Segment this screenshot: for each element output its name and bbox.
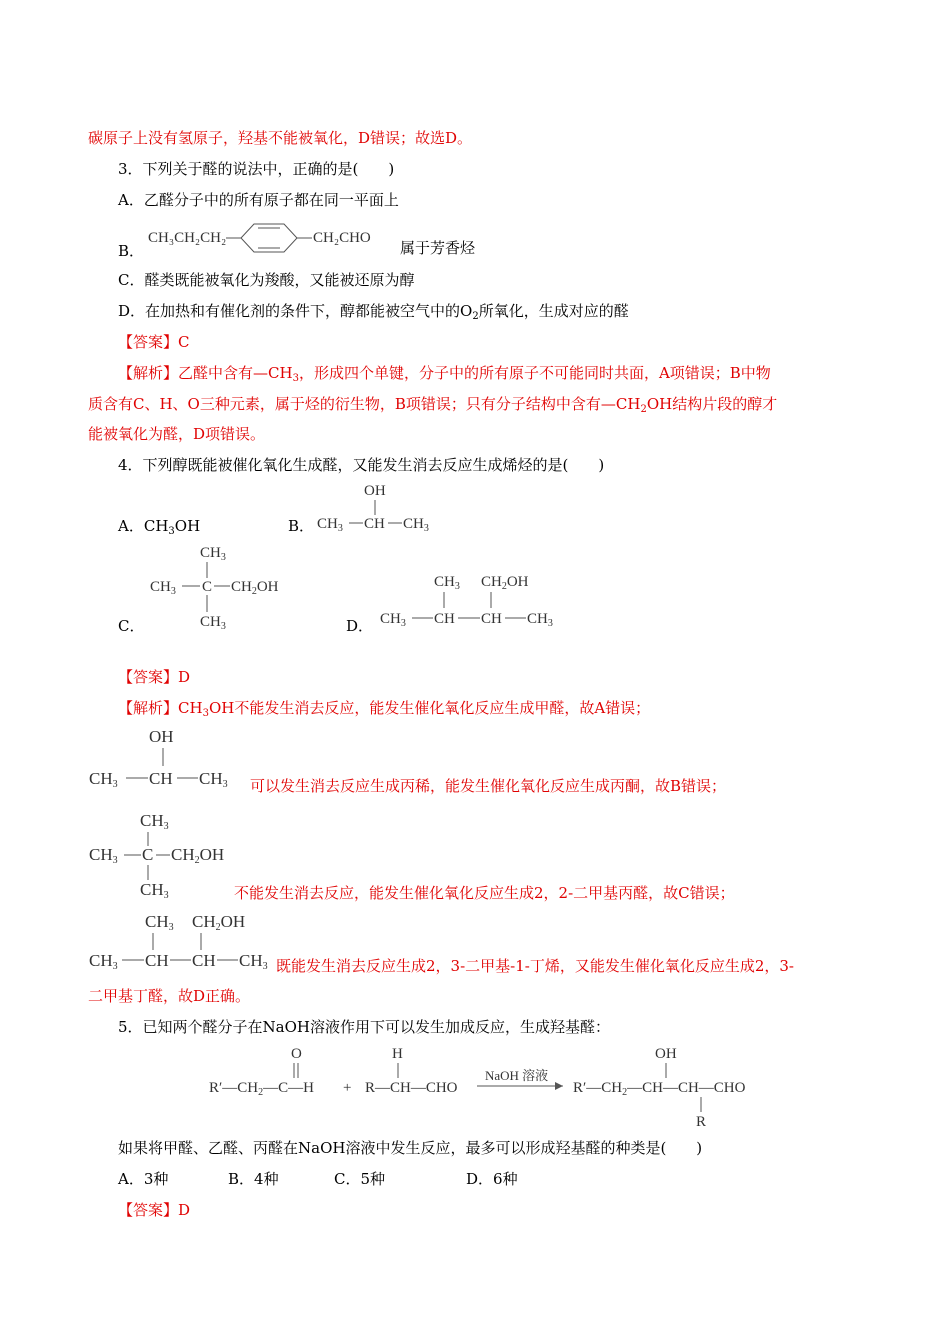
q3-option-d: D．在加热和有催化剂的条件下，醇都能被空气中的$O_2$所氧化，生成对应的醛 xyxy=(118,302,629,322)
svg-text:CH: CH xyxy=(145,951,169,970)
svg-text:CH: CH xyxy=(149,769,173,788)
q3-answer: 【答案】C xyxy=(118,333,190,351)
q4-option-a: A．$CH_3OH$ xyxy=(118,517,201,537)
svg-text:CH3: $CH_3$ xyxy=(317,516,343,534)
svg-text:CH3: $CH_3$ xyxy=(527,611,553,629)
svg-text:OH: OH xyxy=(655,1046,677,1062)
svg-text:OH: OH xyxy=(364,483,386,499)
q5-option-b: B．4种 xyxy=(228,1170,279,1188)
svg-text:CH3: CH3 xyxy=(199,769,228,790)
svg-text:R: R xyxy=(696,1114,707,1130)
svg-text:CH2OH: $CH_2OH$ xyxy=(481,574,529,592)
svg-text:CH3: CH3 xyxy=(89,845,118,866)
svg-text:C: C xyxy=(202,579,213,595)
q4-option-b-structure xyxy=(315,480,440,535)
svg-text:CH3: $CH_3$ xyxy=(200,545,226,563)
q4-analysis-d-structure xyxy=(86,908,282,974)
q5-option-a: A．3种 xyxy=(118,1170,169,1188)
q5-question: 如果将甲醛、乙醛、丙醛在NaOH溶液中发生反应，最多可以形成羟基醛的种类是( ) xyxy=(118,1139,703,1157)
svg-text:CH3: $CH_3$ xyxy=(403,516,429,534)
q4-analysis-d-text-2: 二甲基丁醛，故D正确。 xyxy=(88,987,251,1005)
svg-text:O: O xyxy=(291,1046,302,1062)
svg-text:CH: CH xyxy=(364,516,385,532)
q3-b-left-group: CH₃CH₂CH₂ xyxy=(148,230,227,246)
svg-text:CH2OH: CH2OH xyxy=(171,845,225,866)
svg-text:CH2OH: $CH_2OH$ xyxy=(231,579,279,597)
q4-analysis-c-text: 不能发生消去反应，能发生催化氧化反应生成2，2-二甲基丙醛，故C错误； xyxy=(234,884,735,902)
svg-text:CH3: CH3 xyxy=(89,951,118,972)
svg-text:+: + xyxy=(343,1080,352,1096)
q3-b-right-group: CH₂CHO xyxy=(313,230,371,246)
q3-option-b-label: B． xyxy=(118,242,145,260)
previous-analysis-tail: 碳原子上没有氢原子，羟基不能被氧化，D错误；故选D。 xyxy=(88,129,473,147)
q4-option-d-label: D． xyxy=(346,617,374,635)
svg-text:NaOH 溶液: NaOH 溶液 xyxy=(485,1068,549,1083)
svg-text:H: H xyxy=(392,1046,403,1062)
q3-stem: 3．下列关于醛的说法中，正确的是( ) xyxy=(118,160,395,178)
q5-answer: 【答案】D xyxy=(118,1201,191,1219)
svg-text:R′—CH2—CH—CH—CHO: $R'—CH_2—CH—CH—CHO$ xyxy=(573,1080,746,1098)
q3-analysis-line-3: 能被氧化为醛，D项错误。 xyxy=(88,425,266,443)
q3-option-a: A．乙醛分子中的所有原子都在同一平面上 xyxy=(118,191,399,209)
q4-option-b-label: B． xyxy=(288,517,315,535)
svg-text:CH3: $CH_3$ xyxy=(200,614,226,632)
svg-text:CH3: CH3 xyxy=(140,880,169,900)
q3-analysis-line-2: 质含有C、H、O三种元素，属于烃的衍生物，B项错误；只有分子结构中含有$—CH_2OH$结构片段的醇才 xyxy=(88,395,778,415)
svg-text:R′—CH2—C—H: $R'—CH_2—C—H$ xyxy=(209,1080,314,1098)
svg-text:CH3: $CH_3$ xyxy=(434,574,460,592)
svg-text:CH3: CH3 xyxy=(89,769,118,790)
svg-text:CH: CH xyxy=(434,611,455,627)
q4-stem: 4．下列醇既能被催化氧化生成醛，又能发生消去反应生成烯烃的是( ) xyxy=(118,456,605,474)
q3-option-b-suffix: 属于芳香烃 xyxy=(400,239,476,257)
q4-analysis-d-text-1: 既能发生消去反应生成2，3-二甲基-1-丁烯，又能发生催化氧化反应生成2，3- xyxy=(276,957,794,975)
q5-stem: 5．已知两个醛分子在NaOH溶液作用下可以发生加成反应，生成羟基醛： xyxy=(118,1018,610,1036)
q3-option-b-structure xyxy=(146,218,406,258)
q5-option-c: C．5种 xyxy=(334,1170,386,1188)
svg-text:C: C xyxy=(142,845,154,864)
q4-analysis-b-text: 可以发生消去反应生成丙稀，能发生催化氧化反应生成丙酮，故B错误； xyxy=(250,777,727,795)
svg-text:CH3: CH3 xyxy=(145,912,174,933)
q4-analysis-b-structure xyxy=(86,722,246,790)
q3-option-c: C．醛类既能被氧化为羧酸，又能被还原为醇 xyxy=(118,271,415,289)
q5-reaction-equation xyxy=(205,1042,785,1132)
q5-option-d: D．6种 xyxy=(466,1170,518,1188)
svg-text:OH: OH xyxy=(149,727,174,746)
svg-text:CH: CH xyxy=(192,951,216,970)
svg-text:CH3: $CH_3$ xyxy=(380,611,406,629)
q4-option-c-structure xyxy=(148,540,308,635)
q4-option-d-structure xyxy=(378,568,578,630)
q4-analysis-line-1: 【解析】$CH_3OH$不能发生消去反应，能发生催化氧化反应生成甲醛，故A错误； xyxy=(118,699,651,719)
q4-answer: 【答案】D xyxy=(118,668,191,686)
q3-analysis-line-1: 【解析】乙醛中含有$—CH_3$，形成四个单键，分子中的所有原子不可能同时共面，A项错误；B中物 xyxy=(118,364,771,384)
svg-text:CH2OH: CH2OH xyxy=(192,912,246,933)
q4-option-c-label: C． xyxy=(118,617,145,635)
svg-text:CH: CH xyxy=(481,611,502,627)
svg-text:CH3: CH3 xyxy=(239,951,268,972)
svg-text:CH3: $CH_3$ xyxy=(150,579,176,597)
q4-analysis-c-structure xyxy=(86,808,246,900)
svg-text:R—CH—CHO: R—CH—CHO xyxy=(365,1080,458,1096)
svg-text:CH3: CH3 xyxy=(140,811,169,832)
